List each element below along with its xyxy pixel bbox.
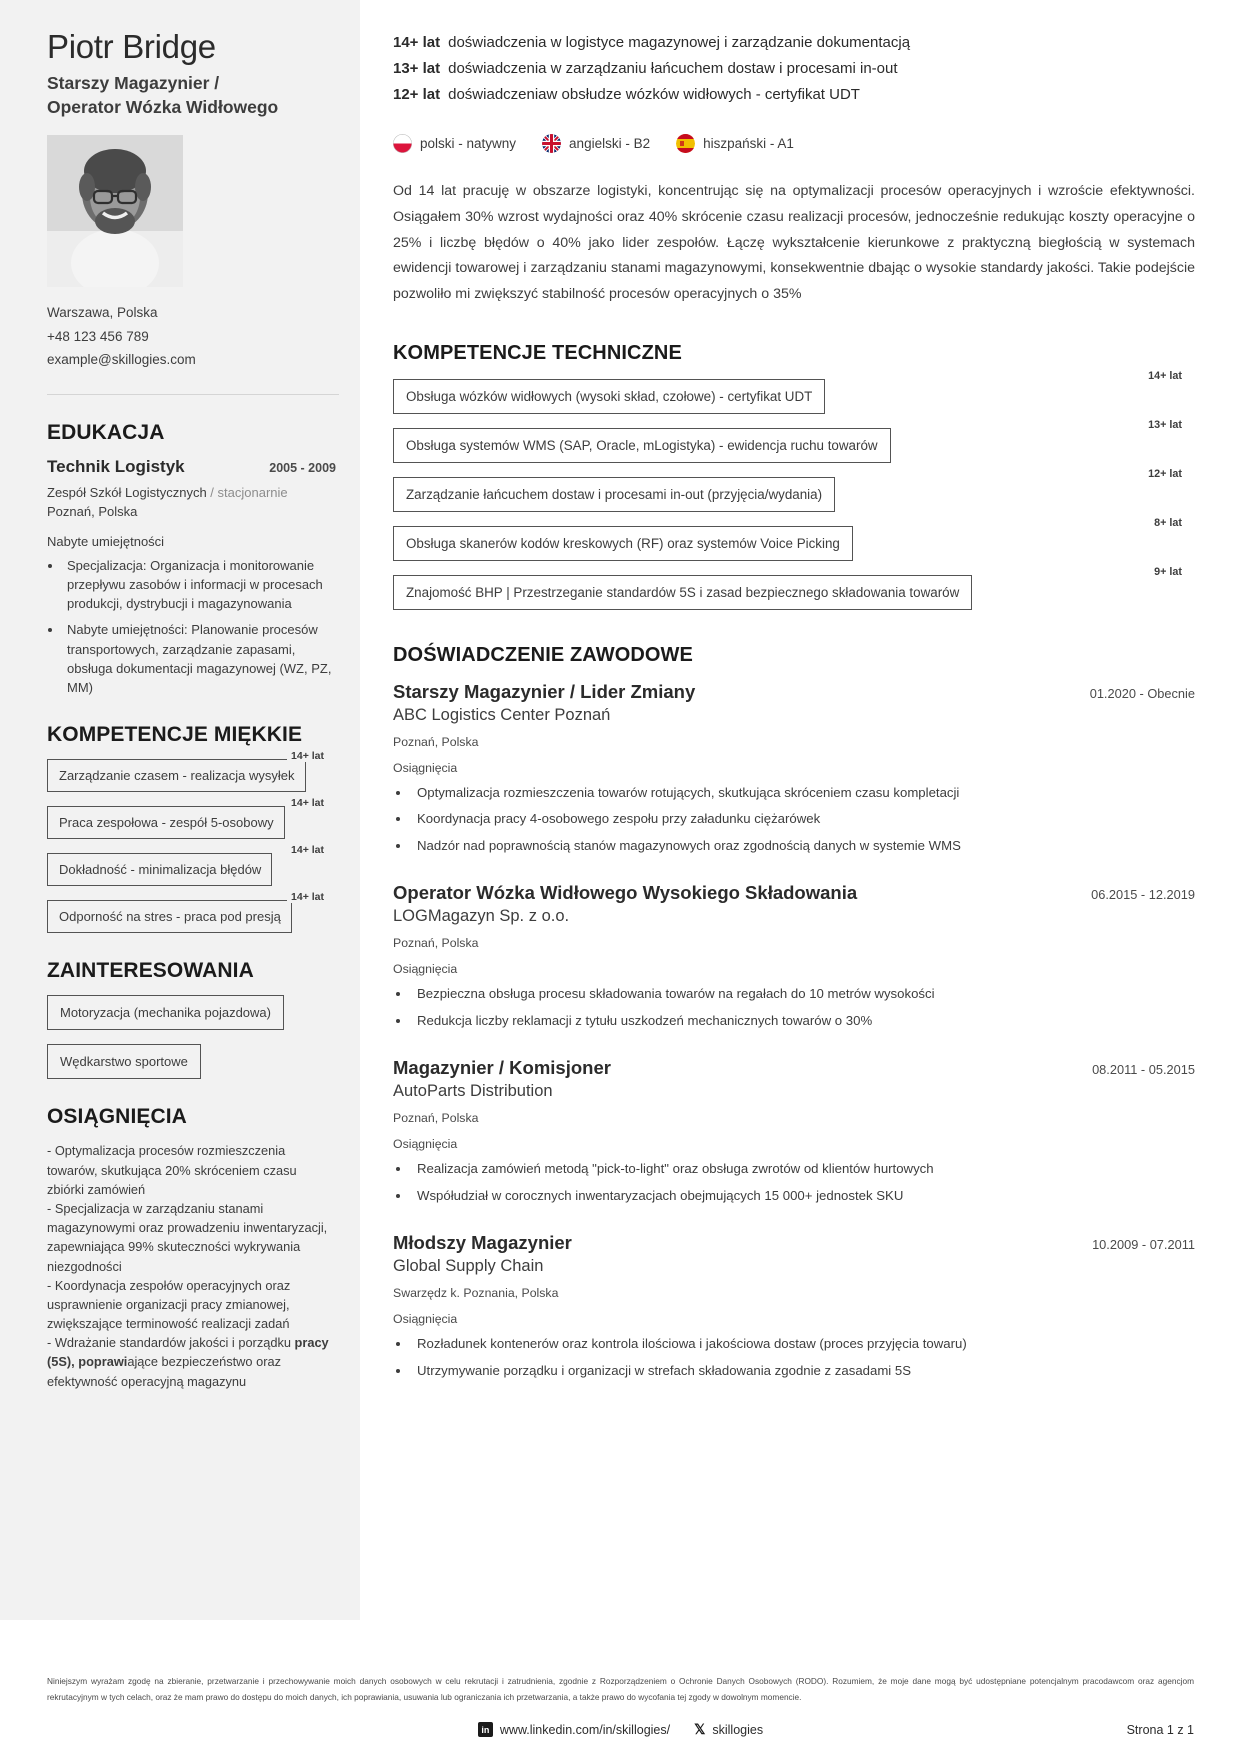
interest-label: Wędkarstwo sportowe <box>47 1044 201 1079</box>
job-bullet-list <box>411 783 1195 856</box>
soft-skill-label: Praca zespołowa - zespół 5-osobowy <box>47 806 285 839</box>
soft-skill-label: Odporność na stres - praca pod presją <box>47 900 292 933</box>
job-company: Global Supply Chain <box>393 1257 544 1276</box>
experience-header <box>393 1232 1195 1254</box>
language-label: angielski - B2 <box>569 135 651 151</box>
list-item: • Nabyte umiejętności: Planowanie procesów transportowych, zarządzanie zapasami, obsługa dokumentacji magazynowej (WZ, PZ, MM) <box>63 620 336 697</box>
job-title: Operator Wózka Widłowego Wysokiego Składowania <box>393 882 858 904</box>
profile-role-line2: Operator Wózka Widłowego <box>47 96 279 117</box>
highlight-row <box>393 56 1195 82</box>
achievement-paragraph <box>47 1333 336 1391</box>
linkedin-link[interactable] <box>478 1722 670 1737</box>
linkedin-url: www.linkedin.com/in/skillogies/ <box>499 1722 671 1737</box>
education-degree: Technik Logistyk <box>47 457 185 477</box>
interest-label: Motoryzacja (mechanika pojazdowa) <box>47 995 284 1030</box>
experience-entry <box>393 1057 1195 1206</box>
achievement-paragraph: - Specjalizacja w zarządzaniu stanami magazynowymi oraz prowadzeniu inwentaryzacji, zapewniająca 99% skuteczności wykrywania niezgodności <box>47 1200 328 1274</box>
section-title-education: EDUKACJA <box>47 421 165 445</box>
tech-skill-label: Zarządzanie łańcuchem dostaw i procesami in-out (przyjęcia/wydania) <box>393 477 835 512</box>
section-title-achievements: OSIĄGNIĘCIA <box>47 1105 187 1129</box>
job-location: Swarzędz k. Poznania, Polska <box>393 1286 559 1301</box>
tech-skill-years: 12+ lat <box>1144 469 1186 480</box>
sidebar-divider <box>47 394 339 395</box>
sidebar <box>0 0 360 1620</box>
list-item: • Rozładunek kontenerów oraz kontrola ilościowa i jakościowa dostaw (proces przyjęcia towaru) <box>411 1334 1195 1354</box>
highlights-block <box>393 30 1195 108</box>
highlight-years: 13+ lat <box>393 59 441 77</box>
job-date: 08.2011 - 05.2015 <box>1092 1062 1195 1078</box>
tech-skill-years: 8+ lat <box>1150 518 1186 529</box>
tech-skill-label: Obsługa systemów WMS (SAP, Oracle, mLogistyka) - ewidencja ruchu towarów <box>393 428 891 463</box>
achievement-paragraph: - Optymalizacja procesów rozmieszczenia towarów, skutkująca 20% skróceniem czasu zbiórki zamówień <box>47 1143 297 1197</box>
job-date: 10.2009 - 07.2011 <box>1092 1237 1195 1253</box>
experience-entry <box>393 882 1195 1031</box>
highlight-row <box>393 30 1195 56</box>
job-achievements-label: Osiągnięcia <box>393 1137 458 1152</box>
job-bullet-list <box>411 1159 1195 1206</box>
achievement-text-post: ające bezpieczeństwo oraz efektywność operacyjną magazynu <box>47 1354 281 1389</box>
job-company: LOGMagazyn Sp. z o.o. <box>393 907 570 926</box>
achievements-body <box>47 1141 336 1390</box>
language-item <box>676 134 794 153</box>
contact-email[interactable]: example@skillogies.com <box>47 352 196 368</box>
experience-entry <box>393 1232 1195 1381</box>
education-date: 2005 - 2009 <box>269 461 336 476</box>
education-mode: / stacjonarnie <box>206 485 288 501</box>
highlight-text: doświadczenia w logistyce magazynowej i zarządzanie dokumentacją <box>448 34 911 51</box>
profile-role-line1: Starszy Magazynier / <box>47 72 220 93</box>
language-label: polski - natywny <box>420 135 517 151</box>
highlight-row <box>393 82 1195 108</box>
list-item: • Koordynacja pracy 4-osobowego zespołu przy załadunku ciężarówek <box>411 809 1195 829</box>
education-place: Poznań, Polska <box>47 503 138 519</box>
x-handle: skillogies <box>712 1722 764 1737</box>
job-company: ABC Logistics Center Poznań <box>393 706 611 725</box>
job-title: Starszy Magazynier / Lider Zmiany <box>393 681 696 703</box>
list-item: • Realizacja zamówień metodą "pick-to-light" oraz obsługa zwrotów od klientów hurtowych <box>411 1159 1195 1179</box>
section-title-experience: DOŚWIADCZENIE ZAWODOWE <box>393 644 693 667</box>
job-title: Magazynier / Komisjoner <box>393 1057 611 1079</box>
section-title-interests: ZAINTERESOWANIA <box>47 959 254 983</box>
tech-skill-item <box>393 517 1195 561</box>
soft-skill-item <box>47 844 336 886</box>
soft-skill-label: Zarządzanie czasem - realizacja wysyłek <box>47 759 306 792</box>
education-skills-label: Nabyte umiejętności <box>47 533 165 549</box>
page-number: Strona 1 z 1 <box>1126 1722 1194 1737</box>
languages-block <box>393 134 1195 153</box>
achievement-paragraph: - Koordynacja zespołów operacyjnych oraz usprawnienie organizacji pracy zmianowej, zwiększające terminowość realizacji zadań <box>47 1277 291 1332</box>
highlight-text: doświadczenia w zarządzaniu łańcuchem dostaw i procesami in-out <box>448 59 898 77</box>
list-item: • Redukcja liczby reklamacji z tytułu uszkodzeń mechanicznych towarów o 30% <box>411 1011 1195 1031</box>
soft-skill-item <box>47 891 336 933</box>
highlight-text: doświadczeniaw obsłudze wózków widłowych - certyfikat UDT <box>448 85 860 103</box>
experience-header <box>393 1057 1195 1079</box>
education-school <box>47 484 336 522</box>
spain-flag-icon <box>676 134 695 153</box>
job-date: 06.2015 - 12.2019 <box>1091 887 1195 903</box>
language-item <box>542 134 650 153</box>
x-twitter-icon: 𝕏 <box>694 1721 706 1737</box>
main-content <box>360 0 1241 1620</box>
page-title: Piotr Bridge <box>47 28 216 65</box>
tech-skill-item <box>393 419 1195 463</box>
spacer <box>393 862 1195 882</box>
section-title-soft-skills: KOMPETENCJE MIĘKKIE <box>47 723 303 747</box>
list-item: • Optymalizacja rozmieszczenia towarów rotujących, skutkująca skróceniem czasu kompletacji <box>411 783 1195 803</box>
list-item: • Utrzymywanie porządku i organizacji w strefach składowania zgodnie z zasadami 5S <box>411 1361 1195 1381</box>
tech-skill-label: Obsługa skanerów kodów kreskowych (RF) oraz systemów Voice Picking <box>393 526 853 561</box>
spacer <box>393 1037 1195 1057</box>
education-entry <box>47 457 336 477</box>
highlight-years: 14+ lat <box>393 34 441 51</box>
job-date: 01.2020 - Obecnie <box>1089 686 1195 702</box>
soft-skill-years: 14+ lat <box>287 892 328 903</box>
interest-item <box>47 1044 336 1079</box>
tech-skill-years: 14+ lat <box>1144 371 1186 382</box>
x-link[interactable] <box>694 1721 763 1738</box>
tech-skill-years: 13+ lat <box>1144 420 1186 431</box>
highlight-years: 12+ lat <box>393 85 441 103</box>
soft-skill-item <box>47 750 336 792</box>
language-item <box>393 134 516 153</box>
soft-skill-years: 14+ lat <box>287 751 328 762</box>
tech-skill-years: 9+ lat <box>1150 567 1186 578</box>
list-item: • Specjalizacja: Organizacja i monitorowanie przepływu zasobów i informacji w procesach produkcji, dystrybucji i magazynowania <box>63 556 336 614</box>
list-item: • Bezpieczna obsługa procesu składowania towarów na regałach do 10 metrów wysokości <box>411 984 1195 1004</box>
job-title: Młodszy Magazynier <box>393 1232 572 1254</box>
page-footer <box>0 1656 1241 1756</box>
job-achievements-label: Osiągnięcia <box>393 1312 458 1327</box>
job-location: Poznań, Polska <box>393 1111 479 1126</box>
language-label: hiszpański - A1 <box>703 135 794 151</box>
experience-entry <box>393 681 1195 856</box>
soft-skill-years: 14+ lat <box>287 798 328 809</box>
job-achievements-label: Osiągnięcia <box>393 761 458 776</box>
tech-skill-item <box>393 468 1195 512</box>
spacer <box>393 1212 1195 1232</box>
tech-skill-item <box>393 370 1195 414</box>
rodo-consent-text: Niniejszym wyrażam zgodę na zbieranie, przetwarzanie i przechowywanie moich danych osobowych w celu rekrutacji i zatrudnienia, zgodnie z Rozporządzeniem o Ochronie Danych Osobowych (RODO). Rozumiem, że moje dane mogą być udostępniane potencjalnym pracodawcom oraz agencjom rekrutacyjnym w tych celach, oraz że mam prawo do dostępu do moich danych, ich poprawiania, usuwania lub ograniczania ich przetwarzania, a także prawo do wycofania tej zgody w dowolnym momencie. <box>47 1676 1194 1702</box>
achievement-text-bold: pracy (5S), poprawi <box>47 1335 329 1370</box>
soft-skill-label: Dokładność - minimalizacja błędów <box>47 853 272 886</box>
contact-phone[interactable]: +48 123 456 789 <box>47 328 149 344</box>
job-company: AutoParts Distribution <box>393 1082 553 1101</box>
contact-block <box>47 301 336 372</box>
contact-location: Warszawa, Polska <box>47 305 158 321</box>
soft-skill-item <box>47 797 336 839</box>
education-school-name: Zespół Szkół Logistycznych <box>47 485 207 501</box>
tech-skill-item <box>393 566 1195 610</box>
avatar <box>47 135 183 287</box>
job-bullet-list <box>411 984 1195 1031</box>
linkedin-icon: in <box>478 1722 493 1737</box>
soft-skill-years: 14+ lat <box>287 845 328 856</box>
job-achievements-label: Osiągnięcia <box>393 962 458 977</box>
tech-skill-label: Znajomość BHP | Przestrzeganie standardów 5S i zasad bezpiecznego składowania towarów <box>393 575 972 610</box>
achievement-text-pre: - Wdrażanie standardów jakości i porządku <box>47 1335 295 1351</box>
footer-bar <box>47 1721 1194 1738</box>
tech-skill-label: Obsługa wózków widłowych (wysoki skład, czołowe) - certyfikat UDT <box>393 379 825 414</box>
education-skill-list <box>63 556 336 698</box>
poland-flag-icon <box>393 134 412 153</box>
experience-header <box>393 882 1195 904</box>
interest-item <box>47 995 336 1030</box>
experience-header <box>393 681 1195 703</box>
list-item: • Współudział w corocznych inwentaryzacjach obejmujących 15 000+ jednostek SKU <box>411 1186 1195 1206</box>
profile-summary: Od 14 lat pracuję w obszarze logistyki, koncentrując się na optymalizacji procesów operacyjnych i wzroście efektywności. Osiągałem 30% wzrost wydajności oraz 40% skrócenie czasu realizacji procesów, jednocześnie redukując koszty operacyjne o 25% i liczbę błędów o 40% jako lider zespołów. Łączę wykształcenie kierunkowe z praktyczną biegłością w systemach ewidencji towarowej i zarządzaniu stanami magazynowymi, konsekwentnie dbając o wysokie standardy jakości. Takie podejście pozwoliło mi zwiększyć stabilność procesów operacyjnych o 35% <box>393 182 1195 303</box>
job-bullet-list <box>411 1334 1195 1381</box>
job-location: Poznań, Polska <box>393 735 479 750</box>
job-location: Poznań, Polska <box>393 936 479 951</box>
uk-flag-icon <box>542 134 561 153</box>
section-title-tech-skills: KOMPETENCJE TECHNICZNE <box>393 342 682 365</box>
list-item: • Nadzór nad poprawnością stanów magazynowych oraz zgodnością danych w systemie WMS <box>411 836 1195 856</box>
